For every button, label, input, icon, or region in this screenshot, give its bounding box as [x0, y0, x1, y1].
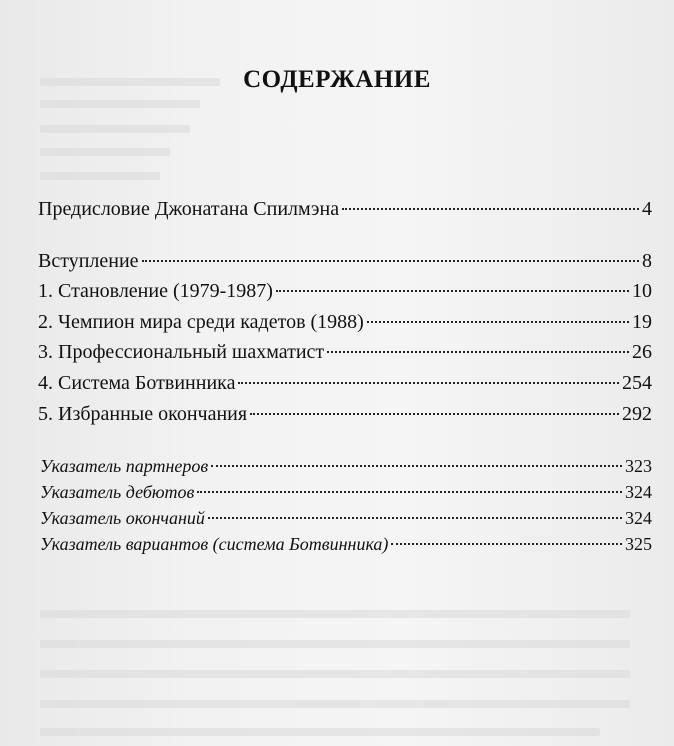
- dot-leader: [367, 321, 629, 323]
- toc-entry-label: 4. Система Ботвинника: [38, 372, 236, 394]
- toc-entry[interactable]: [38, 311, 652, 337]
- toc-entry-page: 19: [632, 311, 652, 333]
- show-through-text: [40, 728, 600, 736]
- dot-leader: [276, 290, 629, 292]
- toc-entry-label: Предисловие Джонатана Спилмэна: [38, 198, 340, 220]
- toc-entry-page: 10: [632, 280, 652, 302]
- show-through-text: [40, 172, 160, 180]
- toc-entry-page: 292: [622, 403, 652, 425]
- toc-entry-page: 4: [642, 198, 652, 220]
- show-through-text: [40, 670, 630, 678]
- dot-leader: [208, 517, 622, 519]
- dot-leader: [197, 491, 622, 493]
- toc-entry-page: 324: [625, 482, 652, 502]
- toc-index-entry[interactable]: [40, 456, 652, 482]
- toc-entry-page: 26: [632, 341, 652, 363]
- toc-entry[interactable]: [38, 198, 652, 224]
- toc-entry-label: Указатель окончаний: [40, 508, 205, 528]
- toc-entry[interactable]: [38, 341, 652, 367]
- page-title: СОДЕРЖАНИЕ: [243, 66, 431, 93]
- show-through-text: [40, 700, 630, 708]
- dot-leader: [238, 382, 619, 384]
- toc-index-entry[interactable]: [40, 508, 652, 534]
- toc-entry-label: 3. Профессиональный шахматист: [38, 341, 325, 363]
- show-through-text: [40, 640, 630, 648]
- show-through-text: [40, 125, 190, 133]
- show-through-text: [40, 148, 170, 156]
- toc-entry[interactable]: [38, 372, 652, 398]
- toc-entry[interactable]: [38, 280, 652, 306]
- toc-index-entry[interactable]: [40, 534, 652, 560]
- toc-entry-label: Указатель дебютов: [40, 482, 195, 502]
- toc-index-entry[interactable]: [40, 482, 652, 508]
- dot-leader: [327, 351, 629, 353]
- toc-entry-label: Указатель вариантов (система Ботвинника): [40, 534, 389, 554]
- toc-entry-label: Указатель партнеров: [40, 456, 209, 476]
- dot-leader: [142, 260, 639, 262]
- toc-entry-label: 5. Избранные окончания: [38, 403, 248, 425]
- toc-entry-page: 8: [642, 250, 652, 272]
- toc-entry[interactable]: [38, 250, 652, 276]
- toc-entry-label: Вступление: [38, 250, 139, 272]
- toc-entry-label: 2. Чемпион мира среди кадетов (1988): [38, 311, 364, 333]
- dot-leader: [391, 543, 622, 545]
- toc-entry-page: 324: [625, 508, 652, 528]
- toc-entry-page: 323: [625, 456, 652, 476]
- show-through-text: [40, 610, 630, 618]
- toc-entry-page: 325: [625, 534, 652, 554]
- dot-leader: [342, 208, 639, 210]
- toc-entry-page: 254: [622, 372, 652, 394]
- dot-leader: [211, 465, 622, 467]
- toc-entry-label: 1. Становление (1979-1987): [38, 280, 273, 302]
- dot-leader: [250, 413, 619, 415]
- show-through-text: [40, 100, 200, 108]
- toc-entry[interactable]: [38, 403, 652, 429]
